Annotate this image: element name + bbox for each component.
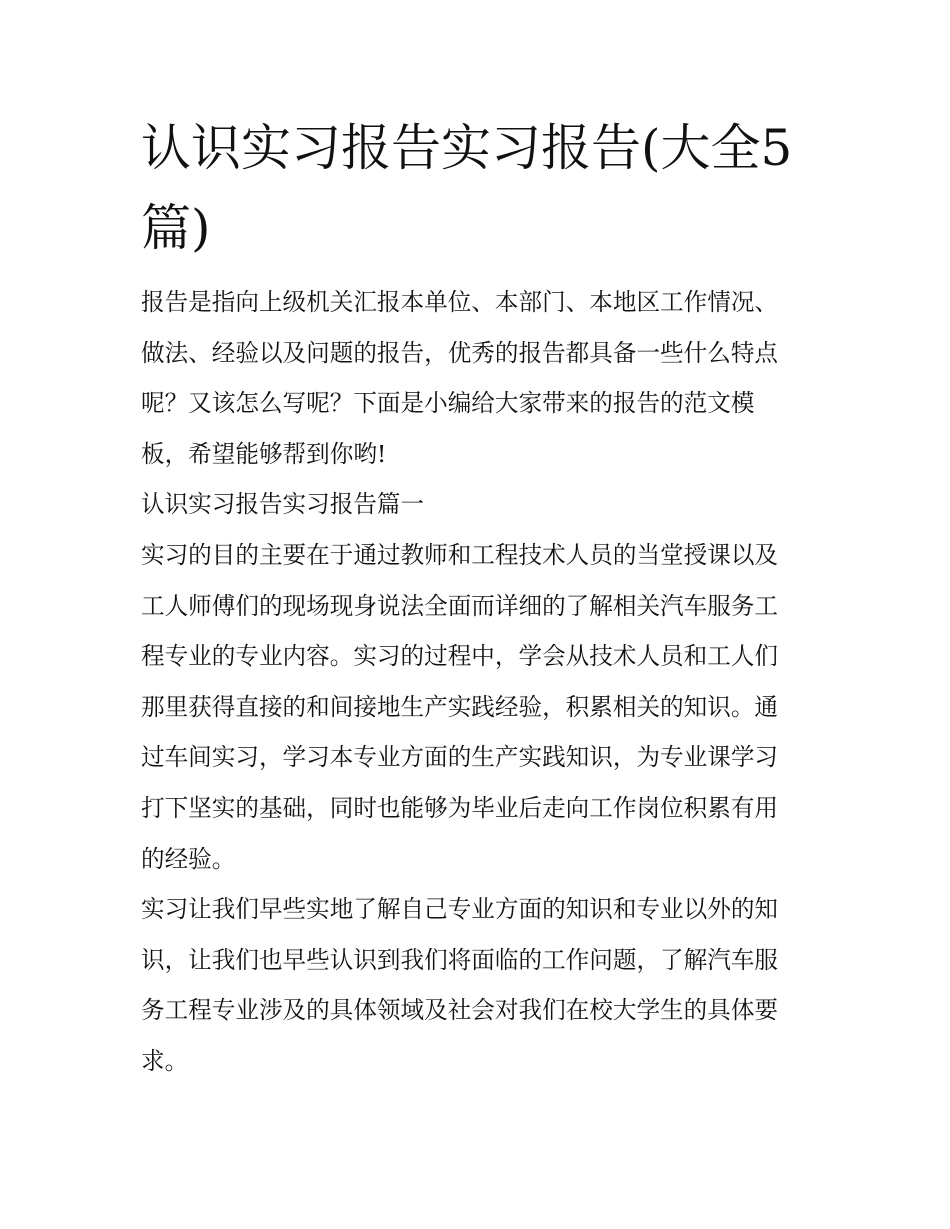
text-line: 做法、经验以及问题的报告，优秀的报告都具备一些什么特点 — [141, 338, 779, 367]
text-line: 务工程专业涉及的具体领域及社会对我们在校大学生的具体要 — [141, 996, 779, 1025]
title-line: 认识实习报告实习报告(大全5 — [141, 119, 793, 177]
text-line: 程专业的专业内容。实习的过程中，学会从技术人员和工人们 — [141, 642, 779, 671]
text-line: 实习的目的主要在于通过教师和工程技术人员的当堂授课以及 — [141, 540, 779, 569]
document-title — [141, 108, 841, 268]
text-line: 报告是指向上级机关汇报本单位、本部门、本地区工作情况、 — [141, 288, 779, 316]
document-body — [141, 277, 831, 1087]
title-line: 篇) — [141, 199, 211, 257]
text-line: 打下坚实的基础，同时也能够为毕业后走向工作岗位积累有用 — [141, 793, 779, 822]
text-line: 的经验。 — [141, 844, 236, 873]
section-heading — [141, 479, 831, 530]
intro-paragraph — [141, 277, 831, 479]
body-paragraph — [141, 530, 831, 884]
text-line: 求。 — [141, 1046, 189, 1075]
text-line: 实习让我们早些实地了解自己专业方面的知识和专业以外的知 — [141, 895, 779, 924]
text-line: 板，希望能够帮到你哟! — [141, 439, 387, 468]
text-line: 那里获得直接的和间接地生产实践经验，积累相关的知识。通 — [141, 692, 779, 721]
body-paragraph — [141, 884, 831, 1086]
text-line: 认识实习报告实习报告篇一 — [141, 490, 425, 519]
text-line: 识，让我们也早些认识到我们将面临的工作问题，了解汽车服 — [141, 945, 779, 974]
text-line: 工人师傅们的现场现身说法全面而详细的了解相关汽车服务工 — [141, 591, 779, 620]
text-line: 呢？又该怎么写呢？下面是小编给大家带来的报告的范文模 — [141, 389, 755, 418]
text-line: 过车间实习，学习本专业方面的生产实践知识，为专业课学习 — [141, 743, 779, 772]
